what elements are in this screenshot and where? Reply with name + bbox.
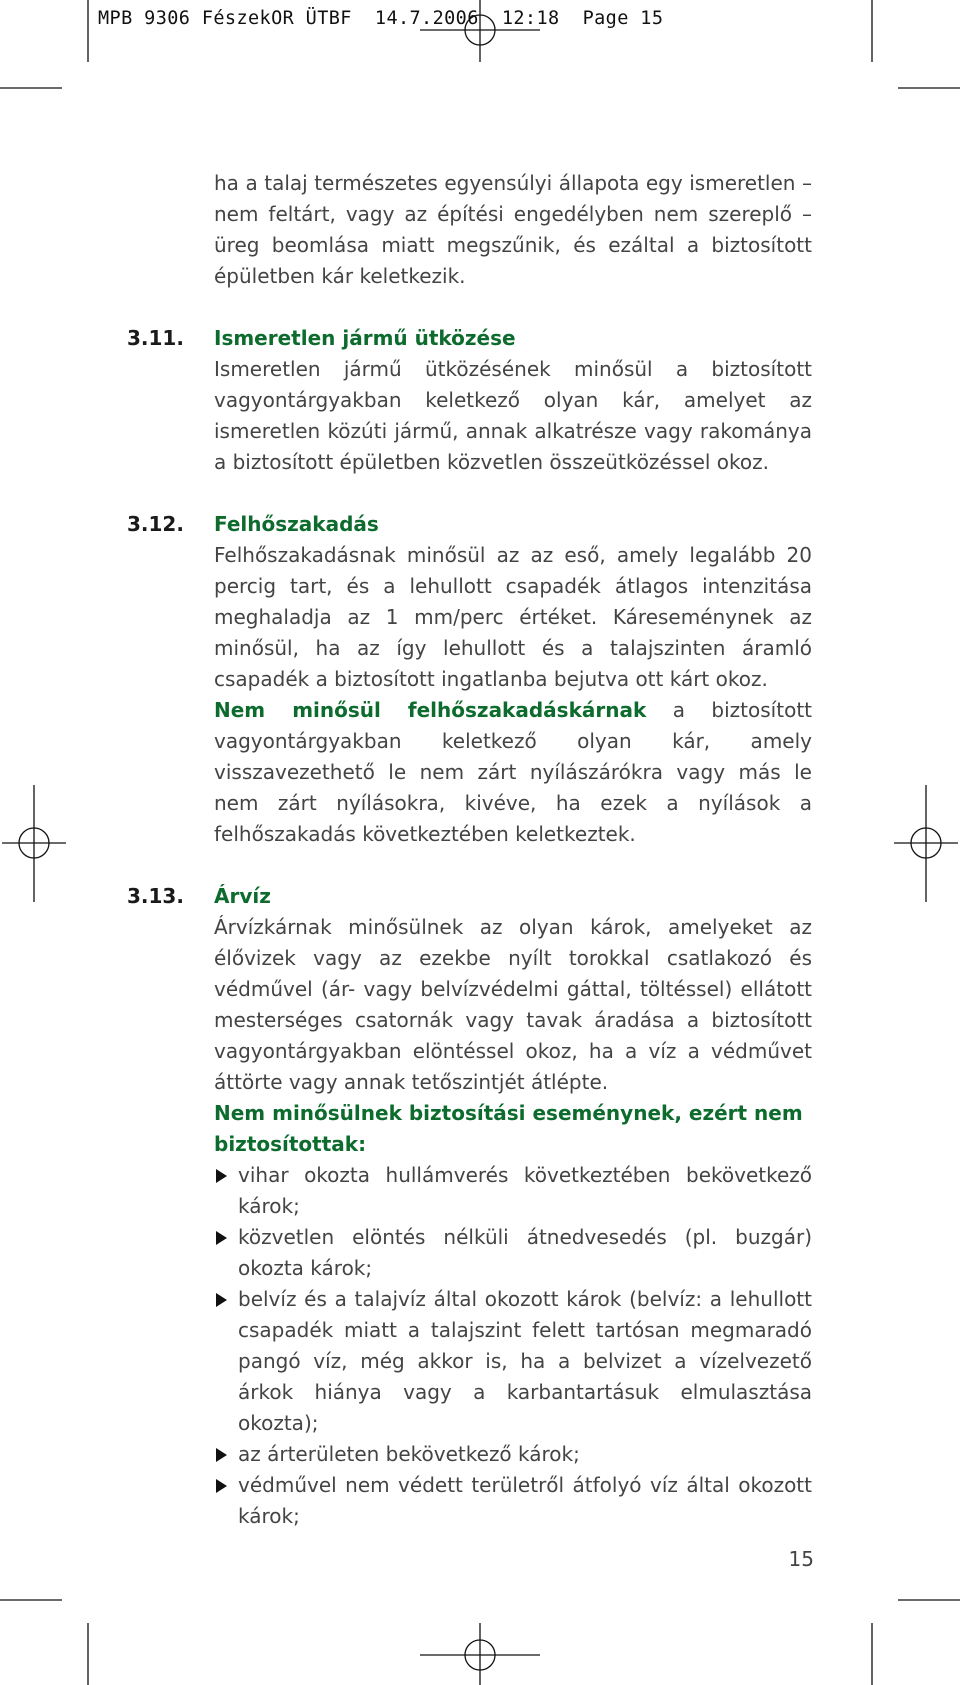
exclusion-emphasis: Nem minősül felhőszakadáskárnak bbox=[214, 698, 647, 722]
section-text: Árvízkárnak minősülnek az olyan károk, amelyeket az élővizek vagy az ezekbe nyílt torokkal csatlakozó és védművel (ár- vagy belvízvédelmi gáttal, töltéssel) ellátott mesterséges csatornák vagy tavak áradása a biztosított vagyontárgyakban elöntéssel okoz, ha a víz a védművet áttörte vagy annak tetőszintjét átlépte. bbox=[214, 915, 812, 1094]
exclusion-heading: Nem minősülnek biztosítási eseménynek, ezért nem biztosítottak: bbox=[214, 1101, 803, 1156]
page-body bbox=[127, 168, 812, 1532]
triangle-bullet-icon bbox=[216, 1231, 227, 1245]
section-number: 3.13. bbox=[127, 884, 184, 908]
registration-mark-bottom bbox=[420, 1623, 540, 1685]
list-item-text: közvetlen elöntés nélküli átnedvesedés (pl. buzgár) okozta károk; bbox=[238, 1225, 812, 1280]
intro-paragraph: ha a talaj természetes egyensúlyi állapota egy ismeretlen – nem feltárt, vagy az építési engedélyben nem szereplő – üreg beomlása miatt megszűnik, és ezáltal a biztosított épületben kár keletkezik. bbox=[214, 171, 812, 288]
section-3-13 bbox=[127, 881, 812, 1532]
triangle-bullet-icon bbox=[216, 1293, 227, 1307]
list-item-text: védművel nem védett területről átfolyó víz által okozott károk; bbox=[238, 1473, 812, 1528]
list-item bbox=[214, 1222, 812, 1284]
list-item bbox=[214, 1160, 812, 1222]
section-3-12 bbox=[127, 509, 812, 850]
section-number: 3.12. bbox=[127, 512, 184, 536]
list-item bbox=[214, 1439, 812, 1470]
section-text: Ismeretlen jármű ütközésének minősül a biztosított vagyontárgyakban keletkező olyan kár, amelyet az ismeretlen közúti jármű, annak alkatrésze vagy rakománya a biztosított épületben közvetlen összeütközéssel okoz. bbox=[214, 357, 812, 474]
list-item-text: az árterületen bekövetkező károk; bbox=[238, 1442, 580, 1466]
exclusion-paragraph bbox=[214, 695, 812, 850]
section-text: Felhőszakadásnak minősül az az eső, amely legalább 20 percig tart, és a lehullott csapadék átlagos intenzitása meghaladja az 1 mm/perc értéket. Káreseménynek az minősül, ha az így lehullott és a talajszinten áramló csapadék a biztosított ingatlanba bejutva ott kárt okoz. bbox=[214, 543, 812, 691]
triangle-bullet-icon bbox=[216, 1448, 227, 1462]
exclusion-list bbox=[214, 1160, 812, 1532]
section-title: Felhőszakadás bbox=[214, 512, 379, 536]
page-number: 15 bbox=[788, 1547, 814, 1571]
section-3-11 bbox=[127, 323, 812, 478]
section-title: Árvíz bbox=[214, 884, 271, 908]
section-title: Ismeretlen jármű ütközése bbox=[214, 326, 516, 350]
exclusion-text: a biztosított vagyontárgyakban keletkező olyan kár, amely visszavezethető le nem zárt nyílászárókra vagy más le nem zárt nyílásokra, kivéve, ha ezek a nyílások a felhőszakadás következtében keletkeztek. bbox=[214, 698, 812, 846]
list-item bbox=[214, 1284, 812, 1439]
section-number: 3.11. bbox=[127, 326, 184, 350]
list-item-text: belvíz és a talajvíz által okozott károk (belvíz: a lehullott csapadék miatt a talajszint felett tartósan megmaradó pangó víz, még akkor is, ha a belvizet a vízelvezető árkok hiánya vagy a karbantartásuk elmulasztása okozta); bbox=[238, 1287, 812, 1435]
print-slug-line: MPB 9306 FészekOR ÜTBF 14.7.2006 12:18 Page 15 bbox=[98, 8, 664, 29]
list-item bbox=[214, 1470, 812, 1532]
triangle-bullet-icon bbox=[216, 1169, 227, 1183]
list-item-text: vihar okozta hullámverés következtében bekövetkező károk; bbox=[238, 1163, 812, 1218]
triangle-bullet-icon bbox=[216, 1479, 227, 1493]
registration-mark-right bbox=[894, 785, 958, 902]
registration-mark-left bbox=[2, 785, 66, 902]
